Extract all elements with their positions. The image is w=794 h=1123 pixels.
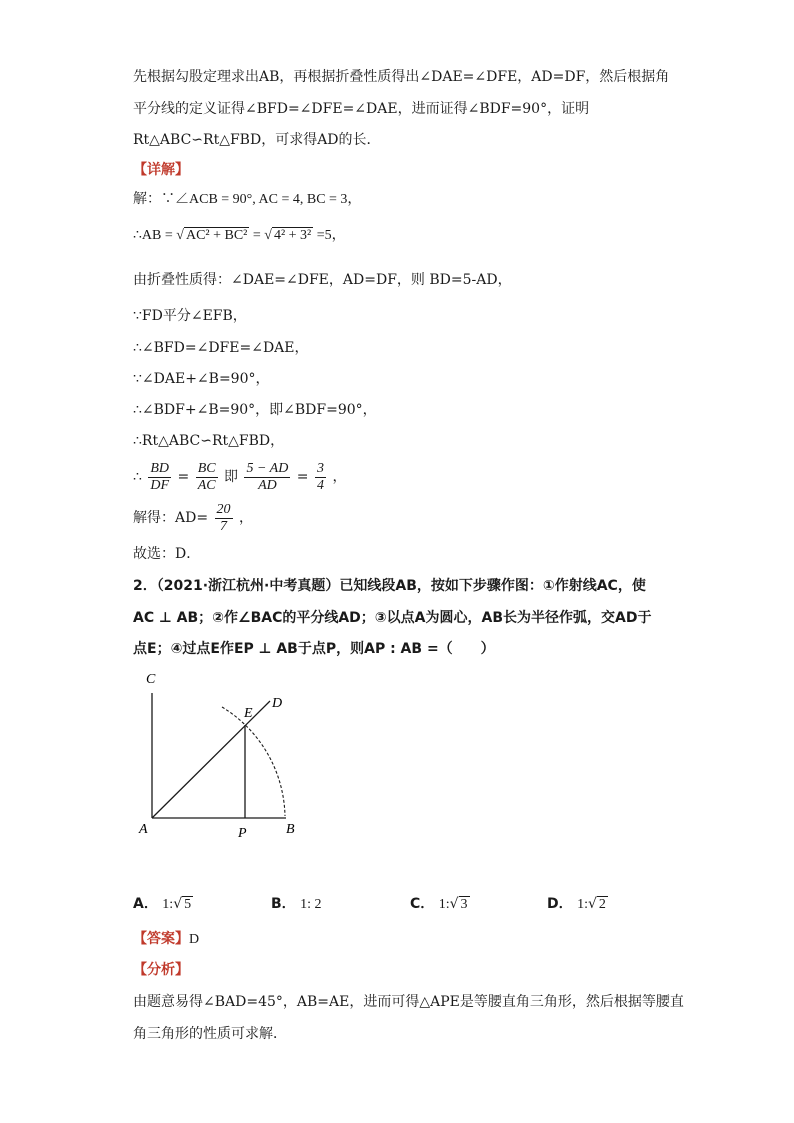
option-c-prefix: 1: [438, 897, 450, 912]
solution-step-7: ∴∠BDF+∠B=90°，即∠BDF=90°， [133, 402, 377, 418]
option-b-label: B． [271, 896, 296, 912]
arc-radius-ab [222, 707, 285, 816]
option-d-radicand: 2 [598, 897, 606, 912]
step9-suffix: ， [332, 469, 347, 485]
label-a: A [139, 822, 148, 837]
equals-sign: = [296, 469, 309, 485]
answer-label: 【答案】 [133, 931, 189, 947]
sqrt-sign: √ [449, 896, 459, 912]
numerator: BD [150, 460, 170, 476]
step2-prefix: ∴AB = [133, 228, 173, 243]
step2-equals: = [252, 228, 261, 243]
question-text: 已知线段AB，按如下步骤作图：①作射线AC，使 [339, 578, 646, 594]
sqrt-sign: √ [176, 228, 184, 243]
fraction-bd-df [148, 461, 171, 494]
question-2-line-3: 点E；④过点E作EP ⊥ AB于点P，则AP : AB =（ ） [133, 641, 495, 657]
step2-suffix: =5， [316, 228, 346, 243]
label-p: P [238, 826, 247, 841]
analysis-line-1: 先根据勾股定理求出AB，再根据折叠性质得出∠DAE=∠DFE，AD=DF，然后根据角 [133, 69, 670, 85]
solve-suffix: ， [238, 510, 253, 526]
option-a-label: A． [133, 896, 158, 912]
solution-step-6: ∵∠DAE+∠B=90°， [133, 371, 270, 387]
denominator: AD [258, 477, 277, 493]
solution-step-8: ∴Rt△ABC∽Rt△FBD， [133, 433, 285, 449]
option-a-prefix: 1: [162, 897, 174, 912]
analysis-label: 【分析】 [133, 962, 189, 978]
option-c-label: C． [410, 896, 435, 912]
option-b[interactable] [271, 893, 322, 913]
option-c-radicand: 3 [460, 897, 468, 912]
option-c[interactable] [410, 893, 470, 913]
analysis-2-line-1: 由题意易得∠BAD=45°，AB=AE，进而可得△APE是等腰直角三角形，然后根据等腰直 [133, 994, 684, 1010]
sqrt-sign: √ [587, 896, 597, 912]
solution-step-5: ∴∠BFD=∠DFE=∠DAE， [133, 340, 309, 356]
question-source: （2021·浙江杭州·中考真题） [156, 578, 340, 594]
solve-prefix: 解得：AD= [133, 510, 209, 526]
analysis-line-3: Rt△ABC∽Rt△FBD，可求得AD的长． [133, 132, 381, 148]
sqrt-sign: √ [173, 896, 183, 912]
solution-step-1: 解：∵∠ACB = 90°, AC = 4, BC = 3， [133, 192, 362, 207]
equals-sign: = [177, 469, 190, 485]
fraction-bc-ac [196, 461, 218, 494]
fraction-20-7 [215, 502, 233, 535]
label-b: B [286, 822, 295, 837]
numerator: 3 [316, 460, 324, 476]
label-c: C [146, 672, 156, 687]
label-e: E [244, 706, 253, 721]
solution-step-2 [133, 226, 346, 246]
radicand-2: 4² + 3² [273, 228, 312, 243]
denominator: DF [150, 477, 170, 493]
denominator: 4 [316, 477, 324, 493]
therefore-symbol: ∴ [133, 469, 142, 485]
numerator: BC [197, 460, 216, 476]
numerator: 20 [216, 501, 231, 517]
option-b-value: 1: 2 [300, 897, 322, 912]
solution-step-3: 由折叠性质得：∠DAE=∠DFE，AD=DF，则 BD=5-AD， [133, 272, 512, 288]
option-d-prefix: 1: [577, 897, 588, 912]
option-a-radicand: 5 [184, 897, 192, 912]
solution-step-4: ∵FD平分∠EFB， [133, 308, 247, 324]
solution-step-11: 故选：D． [133, 546, 201, 562]
label-d: D [272, 696, 283, 711]
geometry-figure [130, 665, 310, 850]
question-2-line-2: AC ⊥ AB；②作∠BAC的平分线AD；③以点A为圆心，AB长为半径作弧，交AD于 [133, 610, 652, 626]
question-2-line-1 [133, 576, 646, 596]
namely-text: 即 [224, 469, 239, 485]
numerator: 5 − AD [246, 460, 289, 476]
answer-value: D [189, 932, 200, 947]
sqrt-sign: √ [264, 228, 272, 243]
solution-step-9 [133, 460, 346, 494]
question-number: 2． [133, 578, 157, 594]
denominator: 7 [220, 518, 228, 534]
fraction-5-ad [244, 461, 290, 494]
solution-step-10 [133, 500, 253, 536]
option-d[interactable] [547, 893, 608, 913]
detail-label: 【详解】 [133, 162, 189, 178]
denominator: AC [197, 477, 216, 493]
answer-line [133, 929, 199, 950]
option-a[interactable] [133, 893, 193, 913]
fraction-3-4 [315, 461, 326, 494]
option-d-label: D． [547, 896, 573, 912]
analysis-line-2: 平分线的定义证得∠BFD=∠DFE=∠DAE，进而证得∠BDF=90°，证明 [133, 101, 590, 117]
analysis-2-line-2: 角三角形的性质可求解． [133, 1026, 287, 1042]
radicand-1: AC² + BC² [185, 228, 248, 243]
